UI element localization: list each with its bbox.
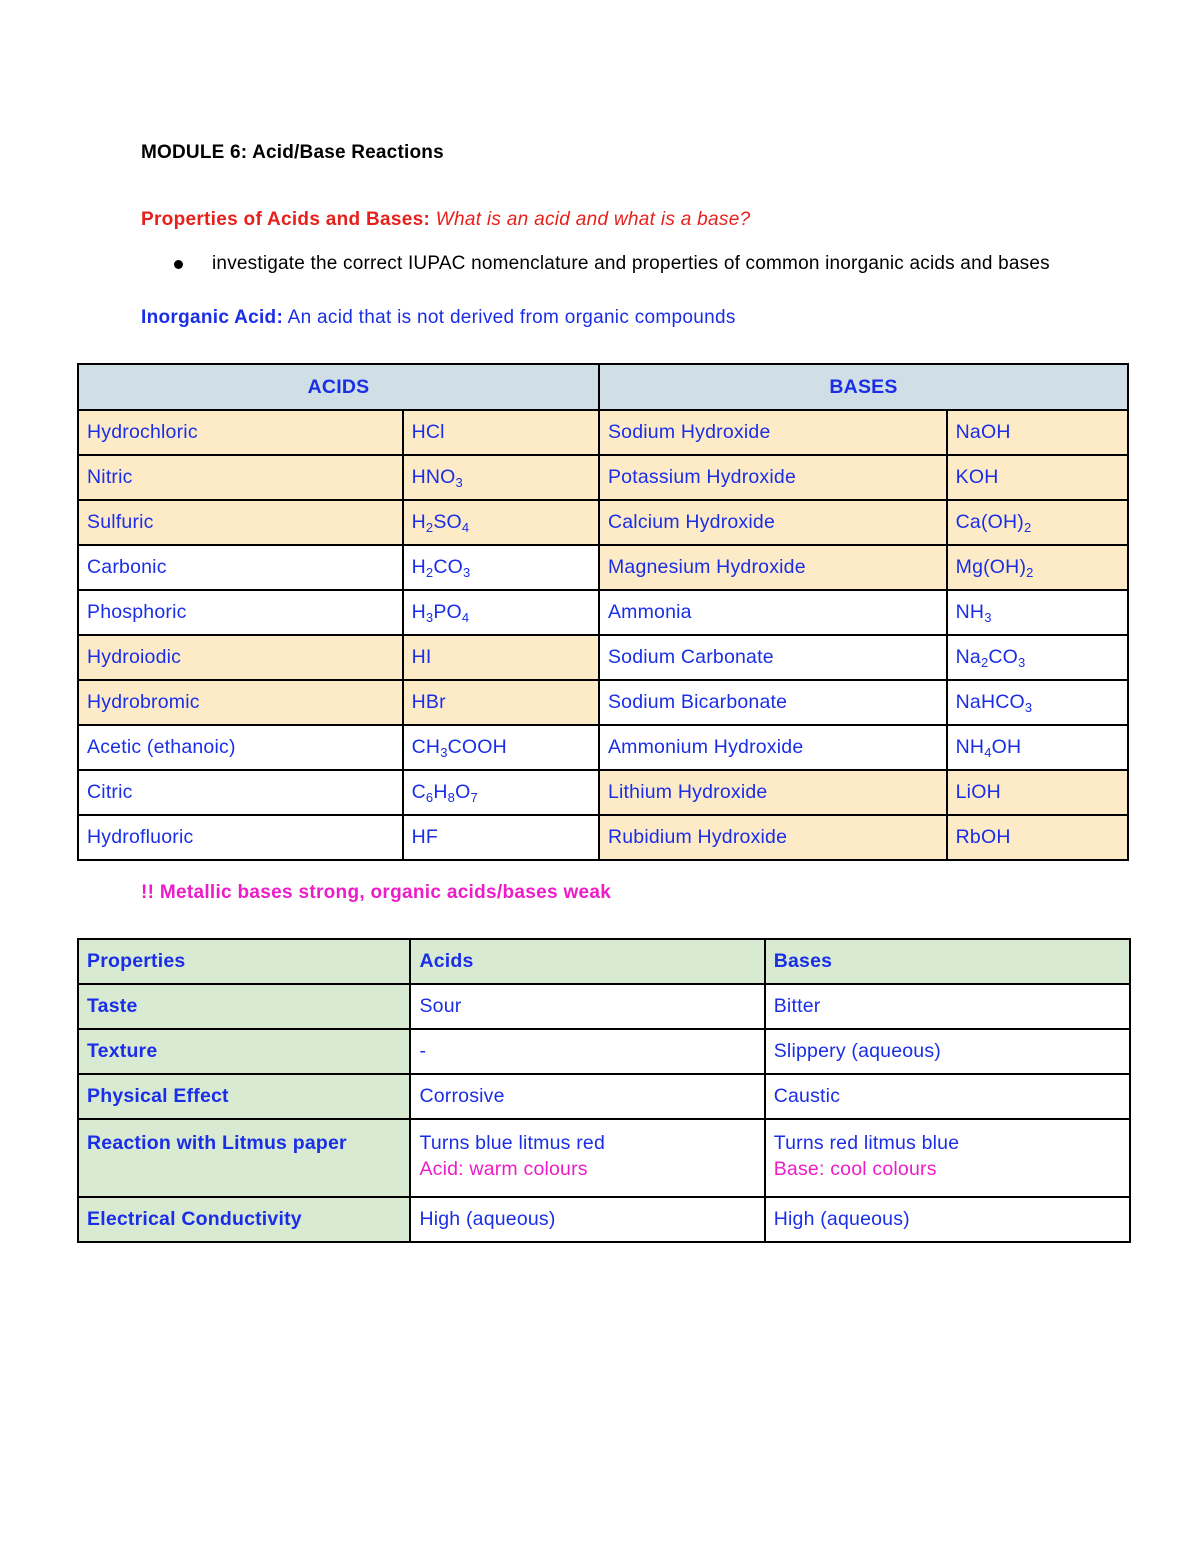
strength-warning: !! Metallic bases strong, organic acids/bases weak [141,882,612,903]
page-title: MODULE 6: Acid/Base Reactions [141,142,444,163]
table-row [78,1074,1130,1119]
acids-cell: Corrosive [410,1074,764,1119]
acids-cell: - [410,1029,764,1074]
property-cell: Taste [78,984,410,1029]
acid-name-cell: Hydroiodic [78,635,403,680]
base-name-cell: Calcium Hydroxide [599,500,947,545]
acid-formula-cell: HCl [403,410,599,455]
table-row [78,1119,1130,1197]
properties-header-row [78,939,1130,984]
base-formula-cell: LiOH [947,770,1128,815]
acid-formula-cell: $C_6H_8O_7$ [403,770,599,815]
property-cell: Texture [78,1029,410,1074]
acids-header: ACIDS [78,364,599,410]
bases-cell: High (aqueous) [765,1197,1130,1242]
acid-name-cell: Hydrobromic [78,680,403,725]
acid-formula-cell: HI [403,635,599,680]
acids-bases-table [77,363,1129,861]
base-formula-cell: NaHCO$_3$ [947,680,1128,725]
bullet-icon [174,260,183,269]
acid-formula-cell: $CH_3COOH$ [403,725,599,770]
bases-cell: Bitter [765,984,1130,1029]
base-name-cell: Sodium Bicarbonate [599,680,947,725]
acid-formula-cell: HBr [403,680,599,725]
inorganic-acid-definition [141,307,736,329]
base-formula-cell: RbOH [947,815,1128,860]
table-row [78,590,1128,635]
acids-cell: Sour [410,984,764,1029]
bases-cell [765,1119,1130,1197]
table-row [78,680,1128,725]
acids-cell [410,1119,764,1197]
inorganic-acid-text: An acid that is not derived from organic compounds [287,307,736,328]
acids-col-header: Acids [410,939,764,984]
properties-heading-label: Properties of Acids and Bases: [141,209,431,230]
table-row [78,815,1128,860]
acids-bases-header-row [78,364,1128,410]
table-row [78,410,1128,455]
table-row [78,635,1128,680]
acid-formula-cell: $H_2SO_4$ [403,500,599,545]
properties-heading-question: What is an acid and what is a base? [435,209,751,230]
acids-litmus-text: Turns blue litmus red [419,1132,605,1154]
acid-name-cell: Sulfuric [78,500,403,545]
acids-cell: High (aqueous) [410,1197,764,1242]
bases-litmus-text: Turns red litmus blue [773,1132,960,1154]
table-row [78,455,1128,500]
acid-formula-cell: $H_2CO_3$ [403,545,599,590]
acid-name-cell: Nitric [78,455,403,500]
acid-name-cell: Acetic (ethanoic) [78,725,403,770]
table-row [78,545,1128,590]
base-formula-cell: $Na_2CO_3$ [947,635,1128,680]
acid-name-cell: Hydrochloric [78,410,403,455]
property-cell: Reaction with Litmus paper [78,1119,410,1197]
bases-litmus-note: Base: cool colours [773,1158,937,1180]
base-name-cell: Lithium Hydroxide [599,770,947,815]
base-name-cell: Sodium Carbonate [599,635,947,680]
table-row [78,1197,1130,1242]
acid-formula-cell: $HNO_3$ [403,455,599,500]
base-formula-cell: KOH [947,455,1128,500]
acid-formula-cell: HF [403,815,599,860]
base-formula-cell: $NH_3$ [947,590,1128,635]
acid-formula-cell: $H_3PO_4$ [403,590,599,635]
base-name-cell: Potassium Hydroxide [599,455,947,500]
table-row [78,770,1128,815]
properties-heading [141,209,750,231]
bullet-item [174,250,1054,278]
base-formula-cell: $Ca(OH)_2$ [947,500,1128,545]
acid-name-cell: Citric [78,770,403,815]
table-row [78,500,1128,545]
bullet-text: investigate the correct IUPAC nomenclature and properties of common inorganic acids and bases [212,253,1050,274]
bases-cell: Slippery (aqueous) [765,1029,1130,1074]
base-name-cell: Sodium Hydroxide [599,410,947,455]
base-name-cell: Ammonia [599,590,947,635]
properties-table [77,938,1131,1243]
table-row [78,984,1130,1029]
property-cell: Physical Effect [78,1074,410,1119]
bases-header: BASES [599,364,1128,410]
base-name-cell: Rubidium Hydroxide [599,815,947,860]
bases-col-header: Bases [765,939,1130,984]
acids-bases-body [78,410,1128,860]
table-row [78,1029,1130,1074]
acid-name-cell: Hydrofluoric [78,815,403,860]
acid-name-cell: Phosphoric [78,590,403,635]
acids-litmus-note: Acid: warm colours [419,1158,588,1180]
bases-cell: Caustic [765,1074,1130,1119]
acid-name-cell: Carbonic [78,545,403,590]
base-name-cell: Magnesium Hydroxide [599,545,947,590]
base-formula-cell: $Mg(OH)_2$ [947,545,1128,590]
base-name-cell: Ammonium Hydroxide [599,725,947,770]
base-formula-cell: $NH_4OH$ [947,725,1128,770]
property-cell: Electrical Conductivity [78,1197,410,1242]
properties-col-header: Properties [78,939,410,984]
inorganic-acid-label: Inorganic Acid: [141,307,284,328]
table-row [78,725,1128,770]
base-formula-cell: NaOH [947,410,1128,455]
